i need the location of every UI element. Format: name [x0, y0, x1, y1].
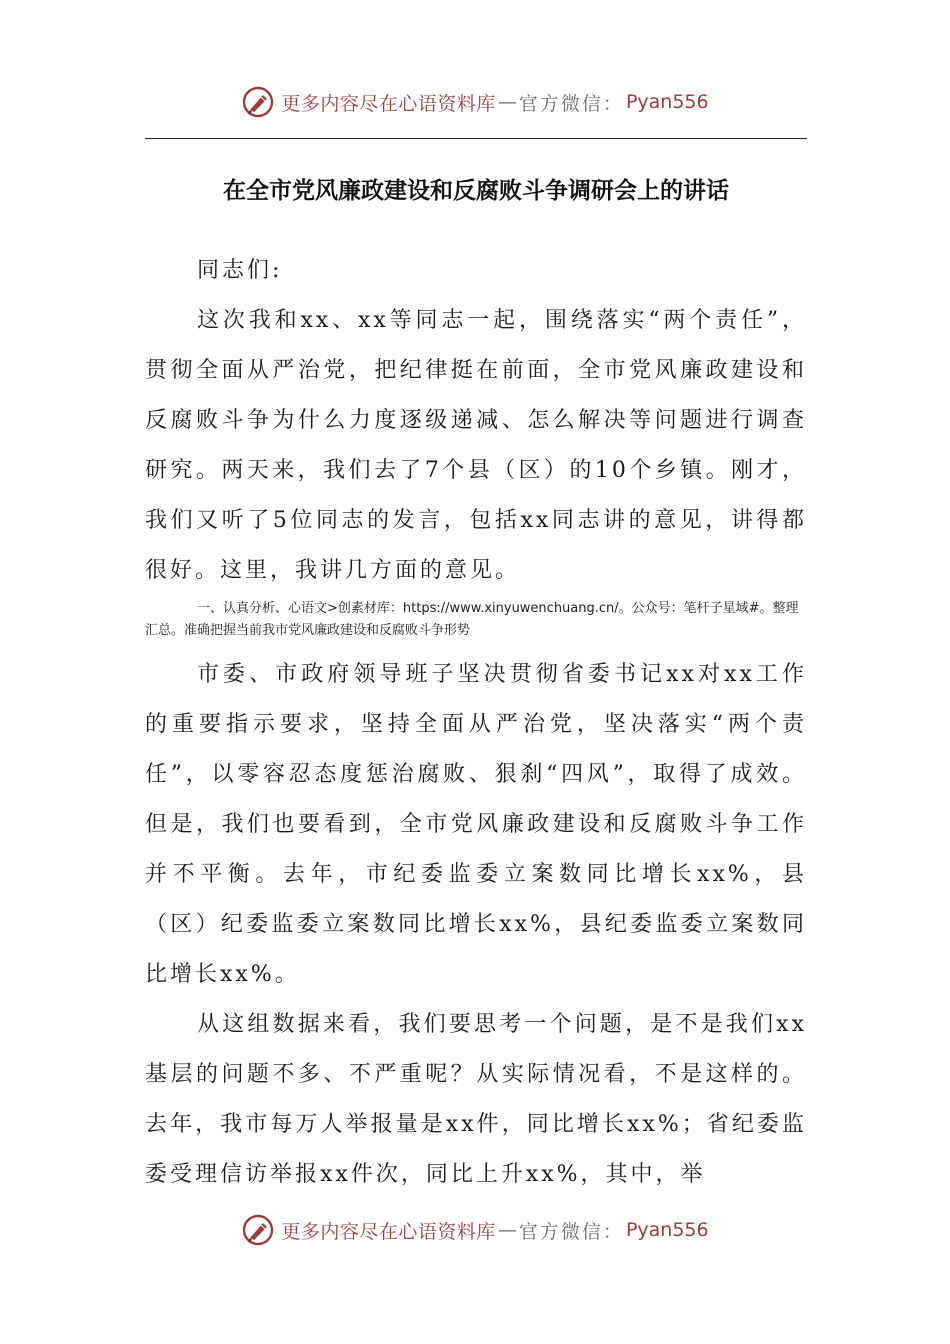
header-banner — [0, 82, 950, 122]
paragraph: 这次我和xx、xx等同志一起，围绕落实“两个责任”，贯彻全面从严治党，把纪律挺在前面，全市党风廉政建设和反腐败斗争为什么力度逐级递减、怎么解决等问题进行调查研究。两天来，我们去了7个县（区）的10个乡镇。刚才，我们又听了5位同志的发言，包括xx同志讲的意见，讲得都很好。这里，我讲几方面的意见。 — [145, 308, 807, 583]
salutation: 同志们: — [197, 258, 283, 283]
banner-official-label: 官方微信： — [518, 1220, 624, 1243]
banner-dash: — — [497, 1219, 517, 1241]
banner-wechat-id: Pyan556 — [625, 91, 709, 113]
paragraph: 市委、市政府领导班子坚决贯彻省委书记xx对xx工作的重要指示要求，坚持全面从严治党，坚决落实“两个责任”，以零容忍态度惩治腐败、狠刹“四风”，取得了成效。但是，我们也要看到，全市党风廉政建设和反腐败斗争工作并不平衡。去年，市纪委监委立案数同比增长xx%，县（区）纪委监委立案数同比增长xx%，县纪委监委立案数同比增长xx%。 — [145, 662, 807, 987]
header-divider — [145, 138, 807, 139]
banner-official-label: 官方微信： — [518, 92, 624, 115]
banner-slogan: 更多内容尽在心语资料库 — [281, 92, 496, 115]
paragraph: 从这组数据来看，我们要思考一个问题，是不是我们xx基层的问题不多、不严重呢？从实际情况看，不是这样的。去年，我市每万人举报量是xx件，同比增长xx%；省纪委监委受理信访举报xx件次，同比上升xx%，其中，举 — [145, 1012, 807, 1187]
banner-slogan: 更多内容尽在心语资料库 — [281, 1220, 496, 1243]
section-note: 一、认真分析、心语文>创素材库：https://www.xinyuwenchuang.cn/。公众号：笔杆子星域#。整理汇总。准确把握当前我市党风廉政建设和反腐败斗争形势 — [145, 601, 799, 638]
pen-nib-logo-icon — [241, 1213, 275, 1247]
pen-nib-logo-icon — [241, 85, 275, 119]
footer-banner — [0, 1210, 950, 1250]
document-title: 在全市党风廉政建设和反腐败斗争调研会上的讲话 — [223, 178, 729, 204]
banner-wechat-id: Pyan556 — [625, 1219, 709, 1241]
document-body — [145, 246, 807, 1200]
banner-dash: — — [497, 91, 517, 113]
